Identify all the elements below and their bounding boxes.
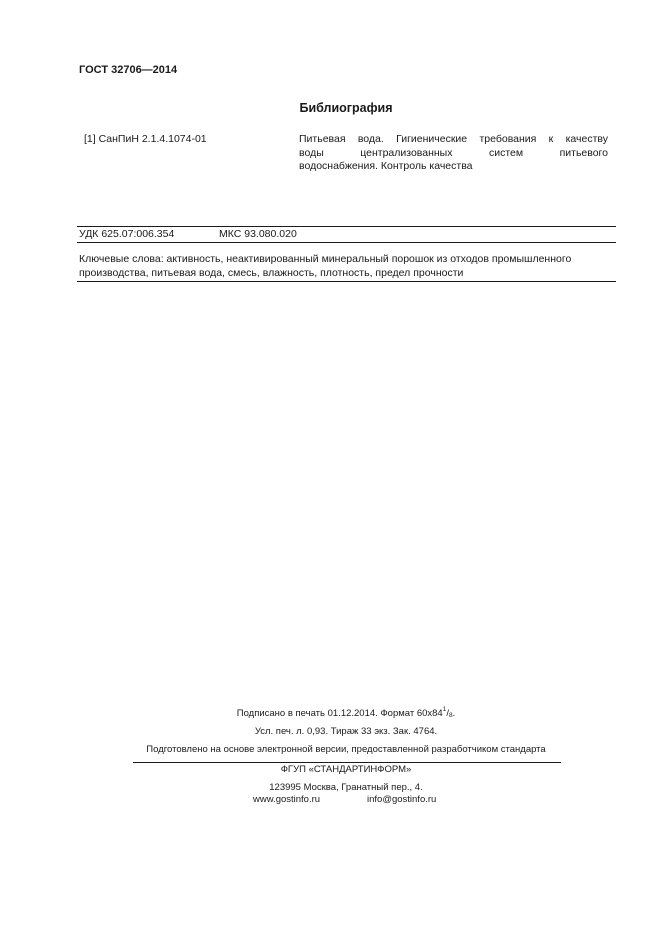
top-rule [77,226,616,227]
imprint-signed-suffix: . [452,708,456,719]
imprint-publisher: ФГУП «СТАНДАРТИНФОРМ» [280,764,412,775]
imprint-print-sheets: Усл. печ. л. 0,93. Тираж 33 экз. Зак. 4764. [254,726,438,737]
bibliography-description [299,133,608,174]
udk-code: УДК 625.07:006.354 [79,228,175,240]
mks-code: МКС 93.080.020 [219,228,297,240]
bibliography-desc-line: водоснабжения. Контроль качества [299,160,473,172]
imprint-prepared: Подготовлено на основе электронной версии, предоставленной разработчиком стандарта [146,744,546,755]
format-denominator: 8 [448,712,453,719]
bibliography-desc-line: воды централизованных систем питьевого [299,146,608,159]
imprint-signed-text: Подписано в печать 01.12.2014. Формат 60х84 [236,708,443,719]
bibliography-ref-number: [1] СанПиН 2.1.4.1074-01 [84,133,207,145]
bibliography-desc-line: Питьевая вода. Гигиенические требования к качеству [299,133,608,145]
bibliography-title: Библиография [299,101,393,115]
keywords-line: производства, питьевая вода, смесь, влажность, плотность, предел прочности [79,266,464,279]
imprint-website-link[interactable]: www.gostinfo.ru [253,794,321,805]
imprint-email-link[interactable]: info@gostinfo.ru [367,794,437,805]
imprint-rule [133,762,561,763]
format-numerator: 1 [442,706,447,713]
middle-rule [77,242,616,243]
keywords [79,253,612,280]
keywords-line: Ключевые слова: активность, неактивированный минеральный порошок из отходов промышленного [79,253,572,265]
bottom-rule [77,281,616,282]
document-header: ГОСТ 32706—2014 [79,64,178,76]
imprint-signed: Подписано в печать 01.12.2014. Формат $60х84^1/_8$. [236,706,456,719]
imprint-address: 123995 Москва, Гранатный пер., 4. [269,782,423,793]
